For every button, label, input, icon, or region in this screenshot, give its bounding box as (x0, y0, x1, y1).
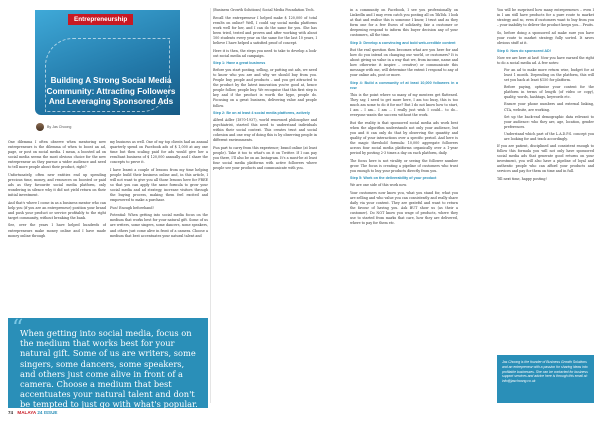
paragraph: Before you start posting, selling, or putting out ads, we need to know who you are and why we should buy from you. People buy people and products – and you get attracted to the product by the latest innovation you're good at, hence people follow, people buy. We recognise that this first step is key and if the product is worth the hype, people do. Focusing on a great business, delivering value and people follow. (213, 68, 317, 108)
column-4 (350, 8, 458, 403)
paragraph: And that's where I come in as a business mentor who can help you (if you are an entrepreneur) position your brand and push your product or service profitably to the right target community, without breaking the bank. (8, 200, 106, 220)
paragraph: If you are patient, disciplined and consistent enough to follow this formula you will not only have sponsored social media ads that generate good returns on your investment, you will also have a pipeline of loyal and authentic people who can afford your products and services and pay for them on time and in full. (497, 143, 594, 174)
column-5 (497, 8, 594, 353)
paragraph: Fun part to carry from this experience; brand online (at least people). Take it too to what's on it on Twitter. If I can pay you there, I'll also be on an Instagram. It's a must-be at least four social media platforms with active followers where people see your products and communicate with you. (213, 146, 317, 171)
paragraph: (Business Growth Solutions) Social Media Foundation Tech. (213, 8, 315, 12)
author-bio: Jas Choong is the founder of Business Growth Solutions and an entrepreneur with a passion for sharing ideas into profitable businesses. She can be contacted for business support services and advice here is through this email at: info@jaschoong.co.uk (497, 355, 594, 403)
pull-quote-text: When getting into social media, focus on the medium that works best for your natural gift. Some of us are writers, some singers, some dancers, some speakers, and others just come alive in front of a camera. Choose a medium that best accentuates your natural talent and don't be tempted to just go with what's popular. (20, 328, 198, 410)
list-item: • Before paying, optimise your content for the platform in terms of length (of video or copy), quality, words, hashtags, keywords etc. (504, 85, 594, 100)
paragraph: We are one side of this work now. (350, 183, 407, 188)
step-heading: Step 5: Work on the deliverability of your product (350, 176, 437, 181)
list-item: • Set up the back-end demographic data relevant to your audience: who they are, age, location, gender preferences. (504, 115, 594, 130)
paragraph: Fun! Enough beforehand! (110, 205, 154, 210)
step-heading: Step 6: Now do sponsored AD! (497, 48, 551, 53)
paragraph: Now we are here at last! Now you have earned the right to do a social media ad. A few notes: (497, 55, 594, 65)
section-tag: Entrepreneurship (68, 14, 133, 25)
page-number: 74 (8, 410, 14, 415)
paragraph: See, over the years I have helped hundreds of entrepreneurs make money online and I have made money online through (8, 223, 106, 238)
magazine-name: MALAYA (17, 410, 37, 415)
paragraph: Here it is then, the steps you need to take to develop a look-out social media ad campaign. (213, 48, 317, 58)
paragraph: Recall the entrepreneur I helped make $ 120,000 of total results on online? Well, I could say social media platforms work well for her, and I can do the same for you. She has been tried, tested and proven and after working with about 100 students every year on the same for the last 10 years, I believe I have helped a satisfied proof of concept. (213, 15, 317, 45)
paragraph: I have learnt a couple of lessons from my time helping people build their business online and, in this article, I will not want to give you all those lessons here for FREE so that you can apply the same formula to grow your social media and ad strategy, increase visitors through the buying process, making them feel excited and empowered to make a purchase. (110, 167, 208, 203)
byline (36, 123, 71, 131)
pull-quote (8, 318, 208, 408)
column-3 (213, 8, 317, 403)
column-divider (210, 8, 211, 403)
page-footer (8, 410, 58, 415)
paragraph: One dilemma I often observe when mentoring new entrepreneurs is the dilemma of when to boost an ad, page, or post on social media. I mean, a boosted ad on social media seems the most obvious choice for the new entrepreneur as they pursue a wider audience and need to tell more people about their product, right? (8, 140, 106, 170)
author-name: By Jas Choong (47, 125, 72, 129)
paragraph: But the real question then becomes what are you here for and how do you intend on changing our world, or customers? It is about giving us value in a way that we, from income, name and how otherwise it inspire – creative) or communicate this message with me, will determine the extent I respond to any of your online ads, post or more. (350, 47, 458, 78)
step-heading: Step 1: Have a great business (213, 61, 266, 66)
quote-mark-icon: “ (12, 316, 24, 341)
paragraph: Unfortunately, often new entities end up spending precious time, money, and resources on boosted or paid ads as they favourite social media platform, only wondering in silence why it did not yield return on their initial investment. (8, 172, 106, 198)
paragraph: You will be surprised how many entrepreneurs – even I in I am still have products for a pure route to market strategy and so, even if customers want to buy from you – your inability to deliver the product keeps you... Fruits. (497, 8, 594, 28)
article-title: Building A Strong Social Media Community: Attracting Followers And Leveraging Sponsored Ads (46, 76, 176, 106)
paragraph: So, before doing a sponsored ad make sure you have your route to market strategy fully sorted. It saves obvious stuff at it. (497, 30, 594, 45)
step-heading: Step 2: Be on at least 4 social media platforms, actively (213, 111, 310, 116)
tips-list (497, 68, 594, 142)
paragraph: Alfred Adler (1870-1937), world renowned philosopher and psychiatrist, started this need to understand individuals within their social context. This creates trust and social cohesion and one way of doing this is by observing people in different environments. (213, 118, 317, 143)
paragraph: my business as well. One of my top clients had an annual quarterly spend on Facebook ads of $ 1,000 at any one time but then scaling paid for ads would give her a resultant business of $ 120,000 annually and I share the concepts to prove it. (110, 140, 208, 165)
list-item: • For an ad to make more return wise, budget for at least 1 month. Depending on the platform, this will set you back at least $150 for platform. (504, 68, 594, 83)
step-heading: Step 3: Develop a convincing and bold web-credible content (350, 40, 456, 45)
author-avatar (36, 123, 44, 131)
paragraph: But the reality is that sponsored social media ads work best when the algorithm understands not only your audience, but you and it can only do that by observing the quantity and quality of your interactions over a specific period. And here is the magic threshold formula: 10,000 aggregate followers across four social media platforms organically over a 1-year period by posting 2-3 times a day on each platform, daily. (350, 120, 458, 155)
list-item: • Understand which part of the L.A.D.P.S. concept you are looking for and track accordingly. (504, 132, 594, 142)
paragraph: This is the point where so many of my mentees get flattened. They say, I need to get more here, I am too busy, this is too much am some to do it for me? But I do not know how to start, I am – I am... I am ... I really just wish I could... to do... everyone wants the success without the work. (350, 92, 458, 117)
issue-label: 24 ISSUE (37, 410, 58, 415)
paragraph: Your customers now know you, what you stand for, what you are selling and who value you can consistently and really share daily via your content. They are grateful and want to return the favour of having you. Ask BUT show us (as their a customer). Do NOT know you wage of products, where they use to started from marks that care, how they are delivered, where to pay for them etc. (350, 190, 458, 226)
step-heading: Step 4: Build a community of at least 10,000 followers in a row (350, 80, 458, 90)
column-2 (110, 140, 208, 305)
paragraph: Till next time, happy posting! (497, 176, 547, 181)
list-item: • Ensure your phone numbers and external linking, CTA, website, are working. (504, 102, 594, 112)
paragraph: in a community on Facebook, I see you professionally on LinkedIn and I may even catch you posting all on TikTok. I look at that and realise this is someone I know, I trust and as they form one for a few Euros of solidarity, fair a customer or deepening respond to inform this buyer decision any of your customers, all the time. (350, 8, 458, 38)
paragraph: The focus here is not virality or seeing the follower number grow. The focus is creating a pipeline of customers who trust you enough to buy your products directly from you. (350, 158, 458, 173)
column-1 (8, 140, 106, 305)
paragraph: Potential: When getting into social media focus on the medium that works best for your natural gift. Some of us are writers, some singers, some dancers, some speakers, and others just come alive in front of a camera. Choose a medium that best accentuates your natural talent and (110, 213, 208, 238)
